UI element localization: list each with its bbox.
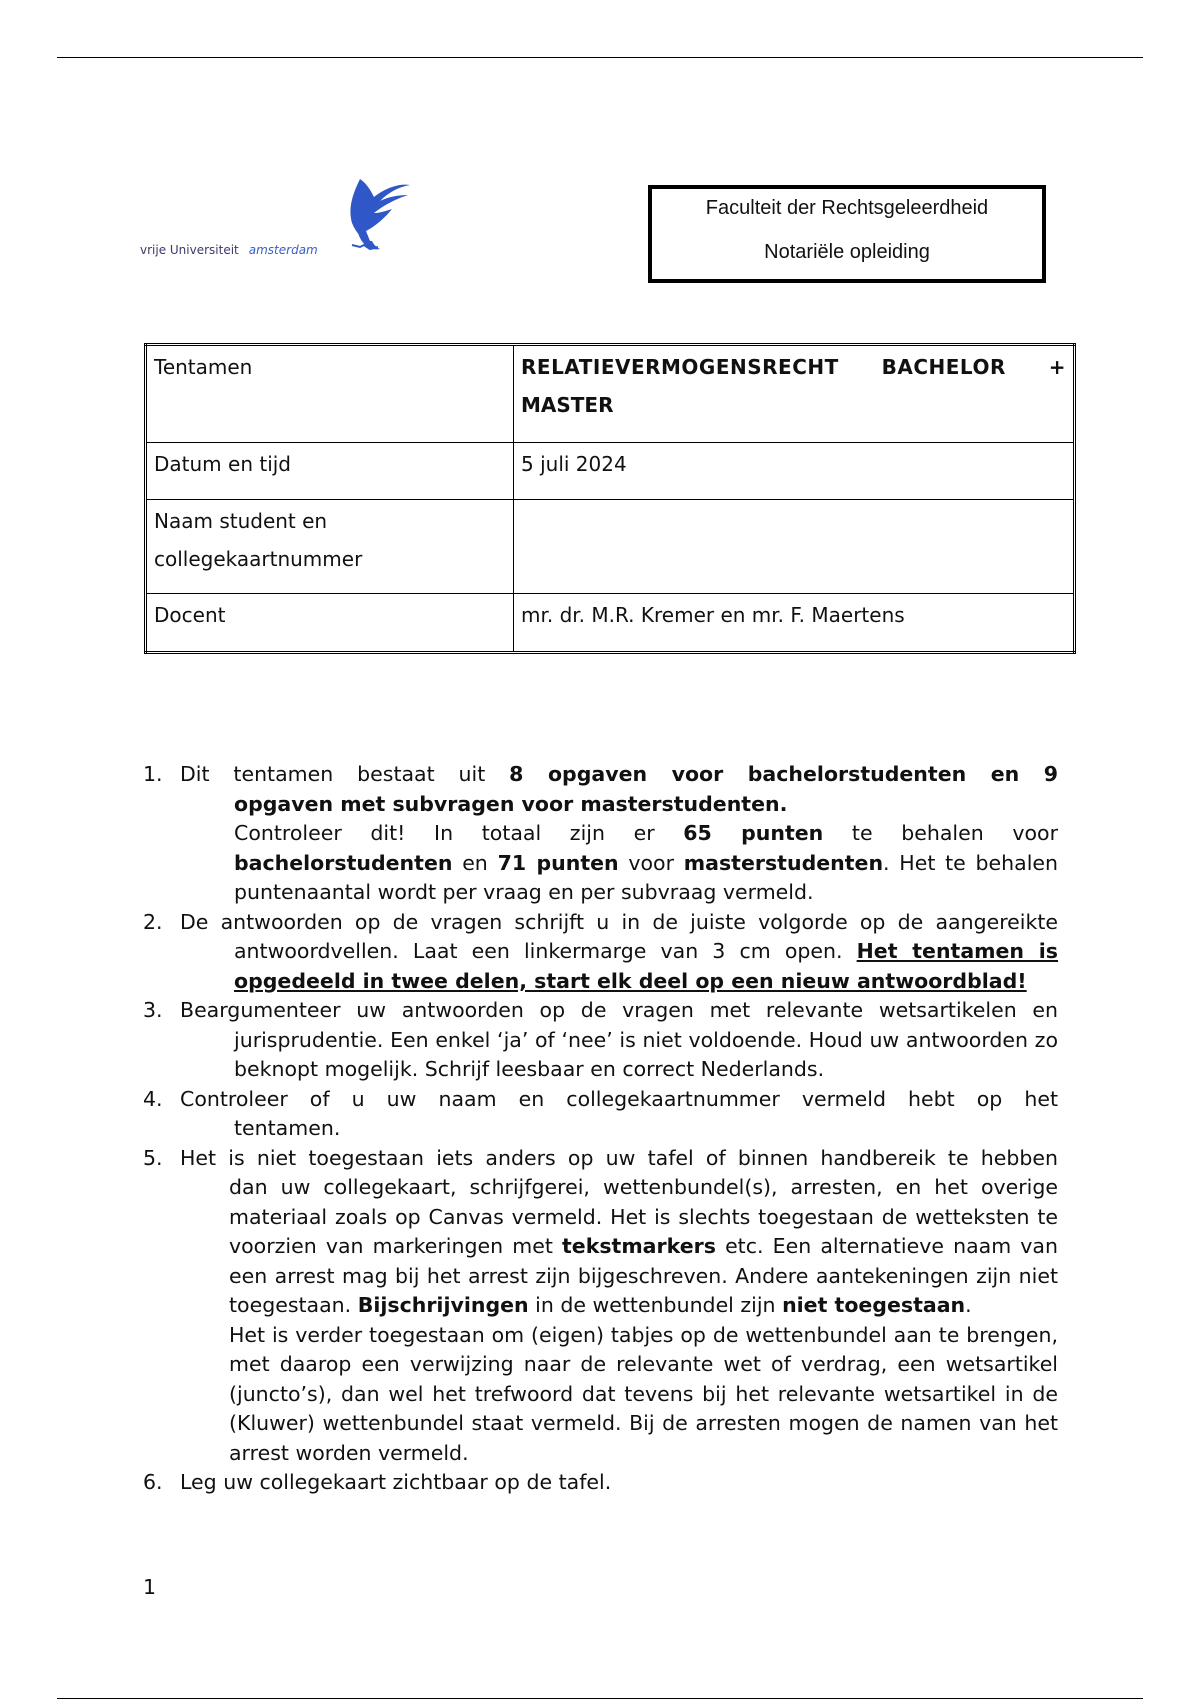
logo-text-amsterdam: amsterdam bbox=[248, 243, 318, 257]
row-label: Tentamen bbox=[146, 345, 514, 443]
list-item: 1. Dit tentamen bestaat uit 8 opgaven voor bachelorstudenten en 9 opgaven met subvragen voor masterstudenten. Controleer dit! In totaal zijn er 65 punten te behalen voor bachelorstudenten en 71 punten voor masterstudenten. Het te behalen puntenaantal wordt per vraag en per subvraag vermeld. bbox=[143, 762, 1059, 904]
lecturers: mr. dr. M.R. Kremer en mr. F. Maertens bbox=[514, 594, 1075, 653]
item-number: 5. bbox=[143, 1145, 163, 1170]
item-number: 1. bbox=[143, 762, 163, 786]
item-number: 4. bbox=[143, 1086, 163, 1111]
faculty-name: Faculteit der Rechtsgeleerdheid bbox=[705, 197, 989, 219]
header-rule bbox=[57, 57, 1143, 58]
row-label: Datum en tijd bbox=[146, 443, 514, 500]
item-number: 6. bbox=[143, 1470, 163, 1494]
exam-title-line1: RELATIEVERMOGENSRECHT BACHELOR + bbox=[521, 355, 1066, 379]
list-item: 2. De antwoorden op de vragen schrijft u in de juiste volgorde op de aangereikte antwoordvellen. Laat een linkermarge van 3 cm open. Het tentamen is opgedeeld in twee delen, start elk deel op een nieuw antwoordblad! bbox=[143, 909, 1059, 993]
instructions-list bbox=[143, 760, 1058, 1498]
list-item: 6. Leg uw collegekaart zichtbaar op de tafel. bbox=[143, 1468, 1058, 1498]
logo-text-vu: vrije Universiteit bbox=[140, 243, 239, 257]
footer-rule bbox=[57, 1698, 1143, 1699]
list-item: 5. Het is niet toegestaan iets anders op uw tafel of binnen handbereik te hebben dan uw collegekaart, schrijfgerei, wettenbundel(s), arresten, en het overige materiaal zoals op Canvas vermeld. Het is slechts toegestaan de wetteksten te voorzien van markeringen met tekstmarkers etc. Een alternatieve naam van een arrest mag bij het arrest zijn bijgeschreven. Andere aantekeningen zijn niet toegestaan. Bijschrijvingen in de wettenbundel zijn niet toegestaan. Het is verder toegestaan om (eigen) tabjes op de wettenbundel aan te brengen, met daarop een verwijzing naar de relevante wet of verdrag, een wetsartikel (juncto’s), dan wel het trefwoord dat tevens bij het relevante wetsartikel in de (Kluwer) wettenbundel staat vermeld. Bij de arresten mogen de namen van het arrest worden vermeld. bbox=[143, 1145, 1058, 1465]
row-label: Docent bbox=[146, 594, 514, 653]
row-label-line2: collegekaartnummer bbox=[154, 547, 363, 571]
item-number: 2. bbox=[143, 909, 163, 934]
table-row bbox=[146, 500, 1075, 594]
table-row bbox=[146, 443, 1075, 500]
row-label-line1: Naam student en bbox=[154, 509, 328, 533]
item-number: 3. bbox=[143, 998, 163, 1022]
exam-title-line2: MASTER bbox=[521, 393, 614, 417]
exam-title-cell bbox=[514, 345, 1075, 443]
list-item: 4. Controleer of u uw naam en collegekaartnummer vermeld hebt op het tentamen. bbox=[143, 1086, 1058, 1140]
table-row bbox=[146, 345, 1075, 443]
page-number: 1 bbox=[143, 1575, 157, 1599]
vu-logo bbox=[140, 175, 430, 265]
table-row bbox=[146, 594, 1075, 653]
exam-info-table bbox=[144, 343, 1076, 654]
faculty-box bbox=[648, 185, 1046, 283]
list-item: 3. Beargumenteer uw antwoorden op de vragen met relevante wetsartikelen en jurisprudentie. Een enkel ‘ja’ of ‘nee’ is niet voldoende. Houd uw antwoorden zo beknopt mogelijk. Schrijf leesbaar en correct Nederlands. bbox=[143, 998, 1058, 1081]
row-label bbox=[146, 500, 514, 594]
logo-wordmark bbox=[140, 243, 318, 257]
student-name-field[interactable] bbox=[514, 500, 1075, 594]
griffin-icon bbox=[340, 175, 415, 255]
exam-date: 5 juli 2024 bbox=[514, 443, 1075, 500]
program-name: Notariële opleiding bbox=[764, 241, 930, 263]
